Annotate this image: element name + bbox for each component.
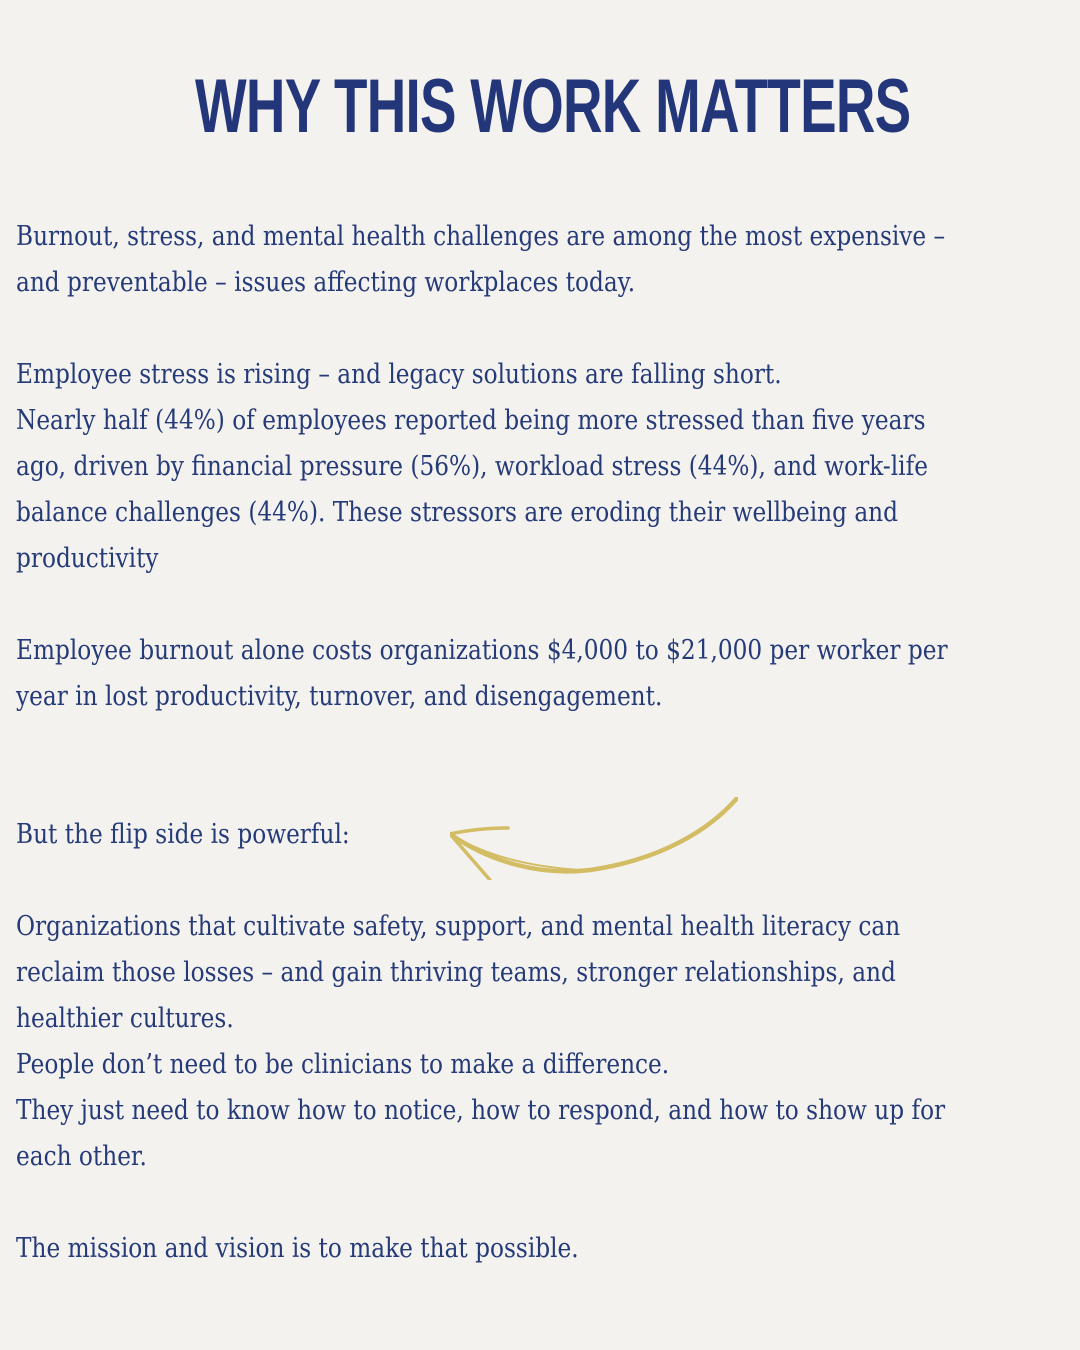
text-line: ago, driven by financial pressure (56%), workload stress (44%), and work-life xyxy=(16,451,928,482)
paragraph-mission xyxy=(16,1226,1066,1272)
text-line: each other. xyxy=(16,1141,147,1172)
text-line: People don’t need to be clinicians to make a difference. xyxy=(16,1049,670,1080)
text-line: balance challenges (44%). These stressors are eroding their wellbeing and xyxy=(16,497,898,528)
paragraph-burnout-cost xyxy=(16,628,1066,720)
curved-arrow-left-icon xyxy=(440,790,750,890)
text-line: Employee stress is rising – and legacy solutions are falling short. xyxy=(16,359,782,390)
page-title: WHY THIS WORK MATTERS xyxy=(195,64,911,149)
text-line: productivity xyxy=(16,543,159,574)
paragraph-burnout-intro xyxy=(16,214,1066,306)
text-line: The mission and vision is to make that possible. xyxy=(16,1233,579,1264)
text-line: Organizations that cultivate safety, support, and mental health literacy can xyxy=(16,911,901,942)
text-line: But the flip side is powerful: xyxy=(16,819,350,850)
paragraph-organizations xyxy=(16,904,1066,1180)
text-line: year in lost productivity, turnover, and disengagement. xyxy=(16,681,663,712)
text-line: healthier cultures. xyxy=(16,1003,234,1034)
text-line: Nearly half (44%) of employees reported being more stressed than five years xyxy=(16,405,926,436)
paragraph-stress-rising xyxy=(16,352,1066,582)
text-line: Employee burnout alone costs organizations $4,000 to $21,000 per worker per xyxy=(16,635,948,666)
text-line: and preventable – issues affecting workplaces today. xyxy=(16,267,636,298)
text-line: reclaim those losses – and gain thriving teams, stronger relationships, and xyxy=(16,957,896,988)
text-line: Burnout, stress, and mental health challenges are among the most expensive – xyxy=(16,221,946,252)
text-line: They just need to know how to notice, how to respond, and how to show up for xyxy=(16,1095,946,1126)
